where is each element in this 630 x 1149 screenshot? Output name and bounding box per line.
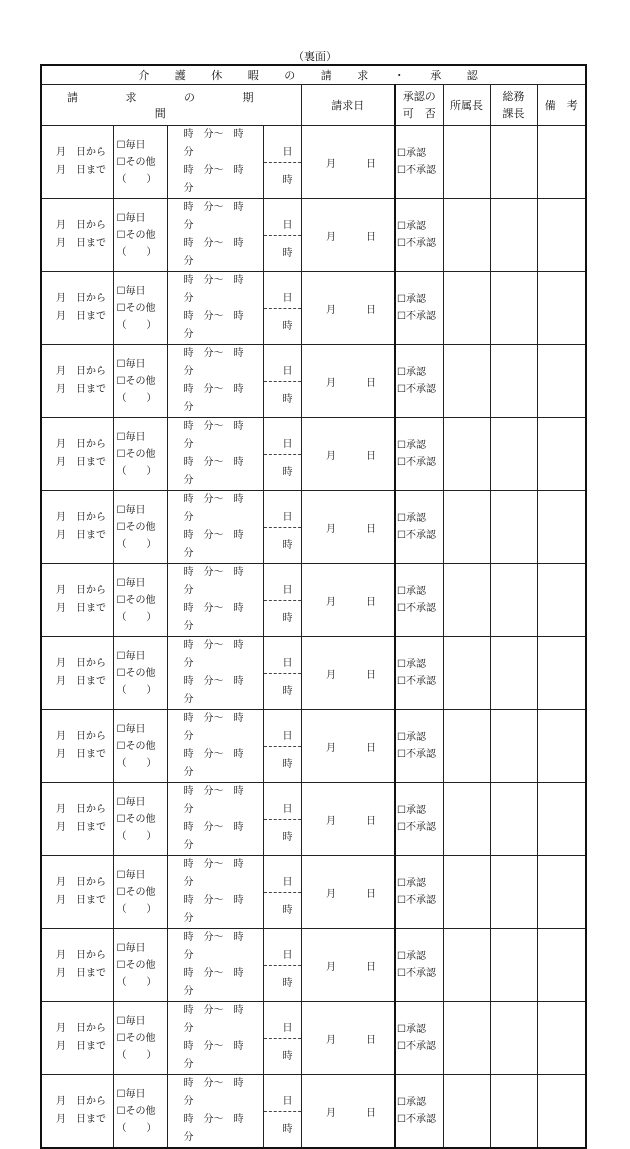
period-cell[interactable]: 月 日から 月 日まで [41, 345, 113, 418]
reject-checkbox[interactable]: ☐不承認 [397, 822, 436, 833]
approve-checkbox[interactable]: ☐承認 [397, 732, 426, 743]
reject-checkbox[interactable]: ☐不承認 [397, 895, 436, 906]
frequency-cell[interactable]: ☐毎日 ☐その他 （ ） [113, 783, 167, 856]
time-range-cell[interactable]: 時 分～ 時 分 時 分～ 時 分 [167, 783, 263, 856]
general-affairs-seal-cell[interactable] [490, 1075, 537, 1149]
reject-checkbox[interactable]: ☐不承認 [397, 311, 436, 322]
frequency-cell[interactable]: ☐毎日 ☐その他 （ ） [113, 637, 167, 710]
other-checkbox[interactable]: ☐その他 [116, 229, 156, 241]
daily-checkbox[interactable]: ☐毎日 [116, 212, 146, 224]
other-checkbox[interactable]: ☐その他 [116, 156, 156, 168]
daily-checkbox[interactable]: ☐毎日 [116, 358, 146, 370]
general-affairs-seal-cell[interactable] [490, 126, 537, 199]
dept-head-seal-cell[interactable] [443, 856, 490, 929]
frequency-cell[interactable]: ☐毎日 ☐その他 （ ） [113, 1075, 167, 1149]
general-affairs-seal-cell[interactable] [490, 929, 537, 1002]
frequency-cell[interactable]: ☐毎日 ☐その他 （ ） [113, 491, 167, 564]
remarks-cell[interactable] [537, 126, 586, 199]
days-hours-cell[interactable]: 日 時 [263, 710, 301, 783]
request-date-cell[interactable]: 月 日 [301, 491, 395, 564]
days-hours-cell[interactable]: 日 時 [263, 1075, 301, 1149]
request-row [41, 345, 586, 418]
remarks-cell[interactable] [537, 418, 586, 491]
period-cell[interactable]: 月 日から 月 日まで [41, 1002, 113, 1075]
general-affairs-seal-cell[interactable] [490, 783, 537, 856]
approve-checkbox[interactable]: ☐承認 [397, 440, 426, 451]
daily-checkbox[interactable]: ☐毎日 [116, 869, 146, 881]
dept-head-seal-cell[interactable] [443, 491, 490, 564]
dept-head-seal-cell[interactable] [443, 199, 490, 272]
period-cell[interactable]: 月 日から 月 日まで [41, 637, 113, 710]
general-affairs-seal-cell[interactable] [490, 1002, 537, 1075]
general-affairs-seal-cell[interactable] [490, 856, 537, 929]
days-hours-cell[interactable]: 日 時 [263, 637, 301, 710]
dept-head-seal-cell[interactable] [443, 418, 490, 491]
request-date-cell[interactable]: 月 日 [301, 929, 395, 1002]
other-checkbox[interactable]: ☐その他 [116, 1105, 156, 1117]
approval-cell[interactable] [395, 564, 443, 637]
request-date-header: 請求日 [301, 85, 395, 126]
approval-cell[interactable] [395, 929, 443, 1002]
time-range-cell[interactable]: 時 分～ 時 分 時 分～ 時 分 [167, 491, 263, 564]
general-affairs-seal-cell[interactable] [490, 199, 537, 272]
request-date-cell[interactable]: 月 日 [301, 564, 395, 637]
reject-checkbox[interactable]: ☐不承認 [397, 968, 436, 979]
approve-checkbox[interactable]: ☐承認 [397, 951, 426, 962]
other-checkbox[interactable]: ☐その他 [116, 959, 156, 971]
other-checkbox[interactable]: ☐その他 [116, 740, 156, 752]
general-affairs-header: 総務 課長 [490, 85, 537, 126]
time-range-cell[interactable]: 時 分～ 時 分 時 分～ 時 分 [167, 637, 263, 710]
approval-cell[interactable] [395, 345, 443, 418]
request-date-cell[interactable]: 月 日 [301, 1075, 395, 1149]
other-checkbox[interactable]: ☐その他 [116, 448, 156, 460]
remarks-cell[interactable] [537, 345, 586, 418]
dept-head-seal-cell[interactable] [443, 345, 490, 418]
approve-checkbox[interactable]: ☐承認 [397, 367, 426, 378]
request-row [41, 783, 586, 856]
period-cell[interactable]: 月 日から 月 日まで [41, 783, 113, 856]
request-row [41, 564, 586, 637]
remarks-cell[interactable] [537, 1075, 586, 1149]
general-affairs-seal-cell[interactable] [490, 418, 537, 491]
request-row [41, 1002, 586, 1075]
request-date-cell[interactable]: 月 日 [301, 856, 395, 929]
request-date-cell[interactable]: 月 日 [301, 418, 395, 491]
frequency-cell[interactable]: ☐毎日 ☐その他 （ ） [113, 929, 167, 1002]
time-range-cell[interactable]: 時 分～ 時 分 時 分～ 時 分 [167, 564, 263, 637]
frequency-cell[interactable]: ☐毎日 ☐その他 （ ） [113, 418, 167, 491]
reject-checkbox[interactable]: ☐不承認 [397, 165, 436, 176]
request-row [41, 929, 586, 1002]
other-checkbox[interactable]: ☐その他 [116, 521, 156, 533]
request-row [41, 637, 586, 710]
reject-checkbox[interactable]: ☐不承認 [397, 384, 436, 395]
other-checkbox[interactable]: ☐その他 [116, 302, 156, 314]
time-range-cell[interactable]: 時 分～ 時 分 時 分～ 時 分 [167, 418, 263, 491]
request-row [41, 272, 586, 345]
remarks-cell[interactable] [537, 1002, 586, 1075]
time-range-cell[interactable]: 時 分～ 時 分 時 分～ 時 分 [167, 929, 263, 1002]
reject-checkbox[interactable]: ☐不承認 [397, 1041, 436, 1052]
reject-checkbox[interactable]: ☐不承認 [397, 238, 436, 249]
days-hours-cell[interactable]: 日 時 [263, 272, 301, 345]
reject-checkbox[interactable]: ☐不承認 [397, 457, 436, 468]
daily-checkbox[interactable]: ☐毎日 [116, 942, 146, 954]
frequency-cell[interactable]: ☐毎日 ☐その他 （ ） [113, 856, 167, 929]
approval-cell[interactable] [395, 1075, 443, 1149]
days-hours-cell[interactable]: 日 時 [263, 491, 301, 564]
daily-checkbox[interactable]: ☐毎日 [116, 723, 146, 735]
dept-head-seal-cell[interactable] [443, 564, 490, 637]
request-date-cell[interactable]: 月 日 [301, 783, 395, 856]
approval-header: 承認の 可 否 [395, 85, 443, 126]
daily-checkbox[interactable]: ☐毎日 [116, 1088, 146, 1100]
request-date-cell[interactable]: 月 日 [301, 345, 395, 418]
approval-cell[interactable] [395, 637, 443, 710]
remarks-cell[interactable] [537, 710, 586, 783]
time-range-cell[interactable]: 時 分～ 時 分 時 分～ 時 分 [167, 126, 263, 199]
other-checkbox[interactable]: ☐その他 [116, 886, 156, 898]
dept-head-seal-cell[interactable] [443, 710, 490, 783]
approval-cell[interactable] [395, 491, 443, 564]
days-hours-cell[interactable]: 日 時 [263, 199, 301, 272]
approve-checkbox[interactable]: ☐承認 [397, 1024, 426, 1035]
remarks-cell[interactable] [537, 272, 586, 345]
remarks-cell[interactable] [537, 199, 586, 272]
request-date-cell[interactable]: 月 日 [301, 710, 395, 783]
reject-checkbox[interactable]: ☐不承認 [397, 603, 436, 614]
request-row [41, 1075, 586, 1149]
time-range-cell[interactable]: 時 分～ 時 分 時 分～ 時 分 [167, 199, 263, 272]
form-title: 介 護 休 暇 の 請 求 ・ 承 認 [41, 65, 586, 85]
approve-checkbox[interactable]: ☐承認 [397, 148, 426, 159]
approve-checkbox[interactable]: ☐承認 [397, 659, 426, 670]
remarks-cell[interactable] [537, 783, 586, 856]
remarks-cell[interactable] [537, 491, 586, 564]
daily-checkbox[interactable]: ☐毎日 [116, 285, 146, 297]
dept-head-seal-cell[interactable] [443, 1075, 490, 1149]
time-range-cell[interactable]: 時 分～ 時 分 時 分～ 時 分 [167, 856, 263, 929]
daily-checkbox[interactable]: ☐毎日 [116, 577, 146, 589]
period-cell[interactable]: 月 日から 月 日まで [41, 856, 113, 929]
reject-checkbox[interactable]: ☐不承認 [397, 676, 436, 687]
other-checkbox[interactable]: ☐その他 [116, 813, 156, 825]
approval-cell[interactable] [395, 710, 443, 783]
back-side-label: （裏面） [293, 50, 337, 63]
period-cell[interactable]: 月 日から 月 日まで [41, 199, 113, 272]
frequency-cell[interactable]: ☐毎日 ☐その他 （ ） [113, 1002, 167, 1075]
days-hours-cell[interactable]: 日 時 [263, 856, 301, 929]
general-affairs-seal-cell[interactable] [490, 272, 537, 345]
approve-checkbox[interactable]: ☐承認 [397, 878, 426, 889]
approve-checkbox[interactable]: ☐承認 [397, 221, 426, 232]
days-hours-cell[interactable]: 日 時 [263, 783, 301, 856]
approve-checkbox[interactable]: ☐承認 [397, 294, 426, 305]
frequency-cell[interactable]: ☐毎日 ☐その他 （ ） [113, 199, 167, 272]
time-range-cell[interactable]: 時 分～ 時 分 時 分～ 時 分 [167, 345, 263, 418]
approve-checkbox[interactable]: ☐承認 [397, 1097, 426, 1108]
remarks-header: 備 考 [537, 85, 586, 126]
remarks-cell[interactable] [537, 929, 586, 1002]
remarks-cell[interactable] [537, 637, 586, 710]
approve-checkbox[interactable]: ☐承認 [397, 805, 426, 816]
period-cell[interactable]: 月 日から 月 日まで [41, 1075, 113, 1149]
general-affairs-seal-cell[interactable] [490, 564, 537, 637]
frequency-cell[interactable]: ☐毎日 ☐その他 （ ） [113, 710, 167, 783]
period-cell[interactable]: 月 日から 月 日まで [41, 272, 113, 345]
period-cell[interactable]: 月 日から 月 日まで [41, 126, 113, 199]
time-range-cell[interactable]: 時 分～ 時 分 時 分～ 時 分 [167, 272, 263, 345]
other-checkbox[interactable]: ☐その他 [116, 375, 156, 387]
period-cell[interactable]: 月 日から 月 日まで [41, 710, 113, 783]
approval-cell[interactable] [395, 199, 443, 272]
other-checkbox[interactable]: ☐その他 [116, 667, 156, 679]
frequency-cell[interactable]: ☐毎日 ☐その他 （ ） [113, 345, 167, 418]
request-row [41, 491, 586, 564]
request-date-cell[interactable]: 月 日 [301, 1002, 395, 1075]
daily-checkbox[interactable]: ☐毎日 [116, 650, 146, 662]
days-hours-cell[interactable]: 日 時 [263, 564, 301, 637]
approval-cell[interactable] [395, 856, 443, 929]
daily-checkbox[interactable]: ☐毎日 [116, 139, 146, 151]
approval-cell[interactable] [395, 126, 443, 199]
remarks-cell[interactable] [537, 564, 586, 637]
days-hours-cell[interactable]: 日 時 [263, 929, 301, 1002]
dept-head-seal-cell[interactable] [443, 929, 490, 1002]
reject-checkbox[interactable]: ☐不承認 [397, 530, 436, 541]
dept-head-seal-cell[interactable] [443, 783, 490, 856]
period-cell[interactable]: 月 日から 月 日まで [41, 929, 113, 1002]
reject-checkbox[interactable]: ☐不承認 [397, 1114, 436, 1125]
dept-head-seal-cell[interactable] [443, 1002, 490, 1075]
general-affairs-seal-cell[interactable] [490, 710, 537, 783]
daily-checkbox[interactable]: ☐毎日 [116, 796, 146, 808]
general-affairs-seal-cell[interactable] [490, 637, 537, 710]
approval-cell[interactable] [395, 418, 443, 491]
request-row [41, 856, 586, 929]
period-cell[interactable]: 月 日から 月 日まで [41, 564, 113, 637]
request-row [41, 710, 586, 783]
frequency-cell[interactable]: ☐毎日 ☐その他 （ ） [113, 272, 167, 345]
request-date-cell[interactable]: 月 日 [301, 199, 395, 272]
approval-cell[interactable] [395, 272, 443, 345]
request-row [41, 126, 586, 199]
request-date-cell[interactable]: 月 日 [301, 637, 395, 710]
dept-head-seal-cell[interactable] [443, 637, 490, 710]
remarks-cell[interactable] [537, 856, 586, 929]
time-range-cell[interactable]: 時 分～ 時 分 時 分～ 時 分 [167, 1002, 263, 1075]
general-affairs-seal-cell[interactable] [490, 491, 537, 564]
time-range-cell[interactable]: 時 分～ 時 分 時 分～ 時 分 [167, 710, 263, 783]
care-leave-form-table [40, 64, 587, 1149]
days-hours-cell[interactable]: 日 時 [263, 1002, 301, 1075]
general-affairs-seal-cell[interactable] [490, 345, 537, 418]
request-date-cell[interactable]: 月 日 [301, 126, 395, 199]
request-row [41, 418, 586, 491]
days-hours-cell[interactable]: 日 時 [263, 345, 301, 418]
days-hours-cell[interactable]: 日 時 [263, 418, 301, 491]
dept-head-seal-cell[interactable] [443, 126, 490, 199]
approval-cell[interactable] [395, 1002, 443, 1075]
request-row [41, 199, 586, 272]
request-date-cell[interactable]: 月 日 [301, 272, 395, 345]
period-header: 請 求 の 期 間 [41, 85, 301, 126]
other-checkbox[interactable]: ☐その他 [116, 1032, 156, 1044]
period-cell[interactable]: 月 日から 月 日まで [41, 418, 113, 491]
other-checkbox[interactable]: ☐その他 [116, 594, 156, 606]
approve-checkbox[interactable]: ☐承認 [397, 586, 426, 597]
daily-checkbox[interactable]: ☐毎日 [116, 431, 146, 443]
dept-head-seal-cell[interactable] [443, 272, 490, 345]
reject-checkbox[interactable]: ☐不承認 [397, 749, 436, 760]
frequency-cell[interactable]: ☐毎日 ☐その他 （ ） [113, 126, 167, 199]
approve-checkbox[interactable]: ☐承認 [397, 513, 426, 524]
approval-cell[interactable] [395, 783, 443, 856]
header-row [41, 85, 586, 126]
daily-checkbox[interactable]: ☐毎日 [116, 1015, 146, 1027]
daily-checkbox[interactable]: ☐毎日 [116, 504, 146, 516]
frequency-cell[interactable]: ☐毎日 ☐その他 （ ） [113, 564, 167, 637]
period-cell[interactable]: 月 日から 月 日まで [41, 491, 113, 564]
days-hours-cell[interactable]: 日 時 [263, 126, 301, 199]
dept-head-header: 所属長 [443, 85, 490, 126]
time-range-cell[interactable]: 時 分～ 時 分 時 分～ 時 分 [167, 1075, 263, 1149]
